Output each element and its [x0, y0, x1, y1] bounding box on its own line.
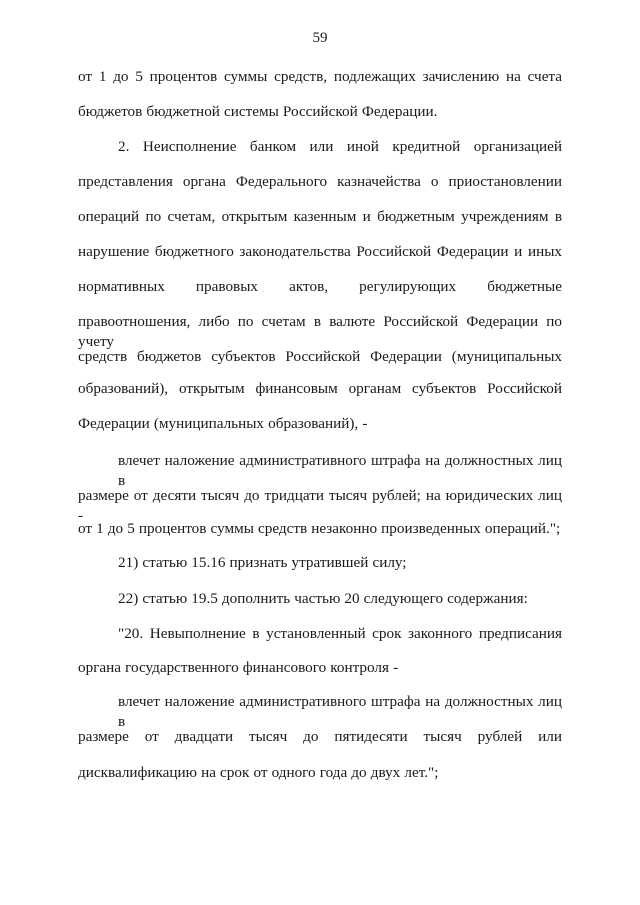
text-line: образований), открытым финансовым органам субъектов Российской [78, 380, 562, 397]
text-line: правоотношения, либо по счетам в валюте Российской Федерации по учету [78, 313, 562, 350]
text-line: нарушение бюджетного законодательства Российской Федерации и иных [78, 243, 562, 260]
text-line: от 1 до 5 процентов суммы средств незаконно произведенных операций."; [78, 520, 561, 537]
text-line: "20. Невыполнение в установленный срок законного предписания [118, 625, 562, 642]
text-line: 22) статью 19.5 дополнить частью 20 следующего содержания: [118, 590, 528, 607]
text-line: дисквалификацию на срок от одного года до двух лет."; [78, 764, 439, 781]
text-line: от 1 до 5 процентов суммы средств, подлежащих зачислению на счета [78, 68, 562, 85]
text-line: влечет наложение административного штрафа на должностных лиц в [118, 693, 562, 730]
text-line: средств бюджетов субъектов Российской Федерации (муниципальных [78, 348, 562, 365]
text-line: нормативных правовых актов, регулирующих бюджетные [78, 278, 562, 295]
text-line: органа государственного финансового контроля - [78, 659, 399, 676]
page-number: 59 [312, 30, 328, 46]
text-line: размере от десяти тысяч до тридцати тысяч рублей; на юридических лиц - [78, 487, 562, 524]
text-line: представления органа Федерального казначейства о приостановлении [78, 173, 562, 190]
text-line: 21) статью 15.16 признать утратившей силу; [118, 554, 407, 571]
text-line: размере от двадцати тысяч до пятидесяти тысяч рублей или [78, 728, 562, 745]
text-line: влечет наложение административного штрафа на должностных лиц в [118, 452, 562, 489]
text-line: Федерации (муниципальных образований), - [78, 415, 368, 432]
text-line: бюджетов бюджетной системы Российской Федерации. [78, 103, 438, 120]
text-line: операций по счетам, открытым казенным и бюджетным учреждениям в [78, 208, 562, 225]
text-line: 2. Неисполнение банком или иной кредитной организацией [118, 138, 562, 155]
